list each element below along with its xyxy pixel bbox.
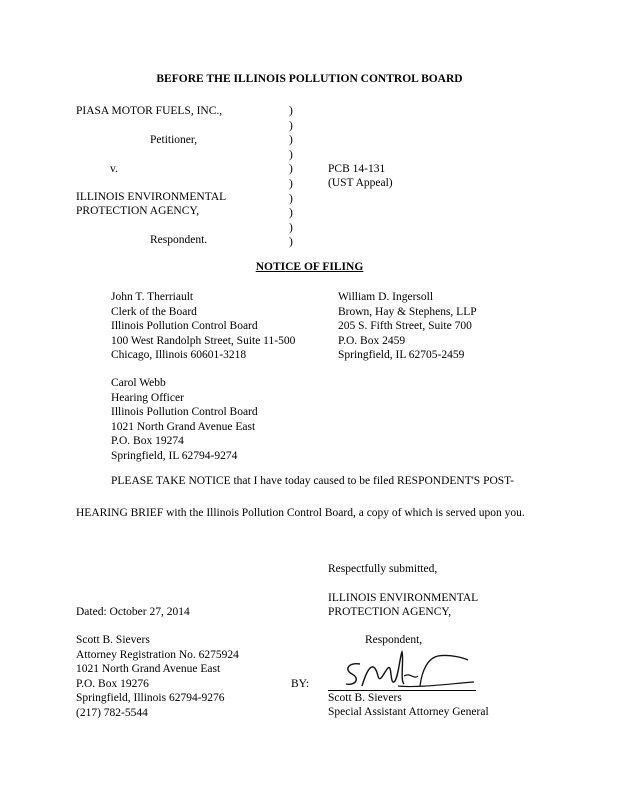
hearing-officer-address-block — [111, 376, 258, 463]
agency-name-line-2: PROTECTION AGENCY, — [328, 606, 452, 618]
attorney-line: P.O. Box 19276 — [76, 677, 149, 690]
address-line: Springfield, IL 62705-2459 — [338, 349, 465, 361]
respondent-name-line-1: ILLINOIS ENVIRONMENTAL — [76, 191, 227, 203]
paren: ) — [289, 134, 293, 147]
address-line: Chicago, Illinois 60601-3218 — [111, 349, 247, 361]
petitioner-role: Petitioner, — [150, 134, 198, 146]
caption-paren-column — [289, 104, 293, 250]
attorney-line: 1021 North Grand Avenue East — [76, 663, 221, 675]
address-line: P.O. Box 19274 — [111, 435, 184, 447]
signer-title: Special Assistant Attorney General — [328, 706, 489, 718]
agency-name-line-1: ILLINOIS ENVIRONMENTAL — [328, 592, 479, 604]
signer-name: Scott B. Sievers — [328, 692, 402, 704]
counsel-address-block — [338, 290, 477, 363]
address-line: Illinois Pollution Control Board — [111, 320, 258, 332]
paren: ) — [289, 119, 293, 132]
paren: ) — [289, 236, 293, 249]
paren: ) — [289, 148, 293, 161]
court-title: BEFORE THE ILLINOIS POLLUTION CONTROL BOARD — [156, 73, 463, 85]
paren: ) — [289, 177, 293, 190]
respectfully-submitted: Respectfully submitted, — [328, 563, 438, 575]
case-type: (UST Appeal) — [328, 177, 393, 189]
paren: ) — [289, 192, 293, 205]
notice-heading: NOTICE OF FILING — [255, 261, 364, 273]
paren: ) — [289, 163, 293, 176]
address-line: 205 S. Fifth Street, Suite 700 — [338, 320, 472, 332]
address-line: John T. Therriault — [111, 291, 194, 303]
attorney-line: Springfield, Illinois 62794-9276 — [76, 692, 225, 704]
paren: ) — [289, 105, 293, 117]
notice-body-line-1: PLEASE TAKE NOTICE that I have today caused to be filed RESPONDENT'S POST- — [111, 475, 514, 487]
versus-label: v. — [110, 163, 118, 175]
respondent-closing-label: Respondent, — [365, 634, 423, 646]
address-line: Illinois Pollution Control Board — [111, 406, 258, 418]
address-line: Brown, Hay & Stephens, LLP — [338, 305, 477, 318]
handwritten-signature — [338, 646, 478, 692]
address-line: P.O. Box 2459 — [338, 334, 406, 347]
petitioner-name: PIASA MOTOR FUELS, INC., — [76, 105, 223, 117]
address-line: Clerk of the Board — [111, 305, 197, 318]
notice-body-line-2: HEARING BRIEF with the Illinois Pollution Control Board, a copy of which is served upon you. — [76, 507, 525, 519]
address-line: William D. Ingersoll — [338, 291, 434, 303]
attorney-line: Attorney Registration No. 6275924 — [76, 648, 239, 661]
address-line: 1021 North Grand Avenue East — [111, 420, 256, 433]
respondent-name-line-2: PROTECTION AGENCY, — [76, 205, 200, 217]
clerk-address-block — [111, 290, 295, 363]
respondent-role: Respondent. — [150, 234, 208, 246]
paren: ) — [289, 207, 293, 220]
address-line: Carol Webb — [111, 377, 166, 389]
by-label: BY: — [291, 678, 310, 690]
dated-line: Dated: October 27, 2014 — [76, 606, 190, 618]
attorney-line: Scott B. Sievers — [76, 634, 150, 646]
attorney-line: (217) 782-5544 — [76, 706, 148, 719]
address-line: Springfield, IL 62794-9274 — [111, 449, 238, 462]
address-line: 100 West Randolph Street, Suite 11-500 — [111, 334, 296, 347]
address-line: Hearing Officer — [111, 391, 184, 404]
case-number: PCB 14-131 — [328, 163, 386, 175]
paren: ) — [289, 221, 293, 234]
attorney-contact-block — [76, 633, 239, 720]
